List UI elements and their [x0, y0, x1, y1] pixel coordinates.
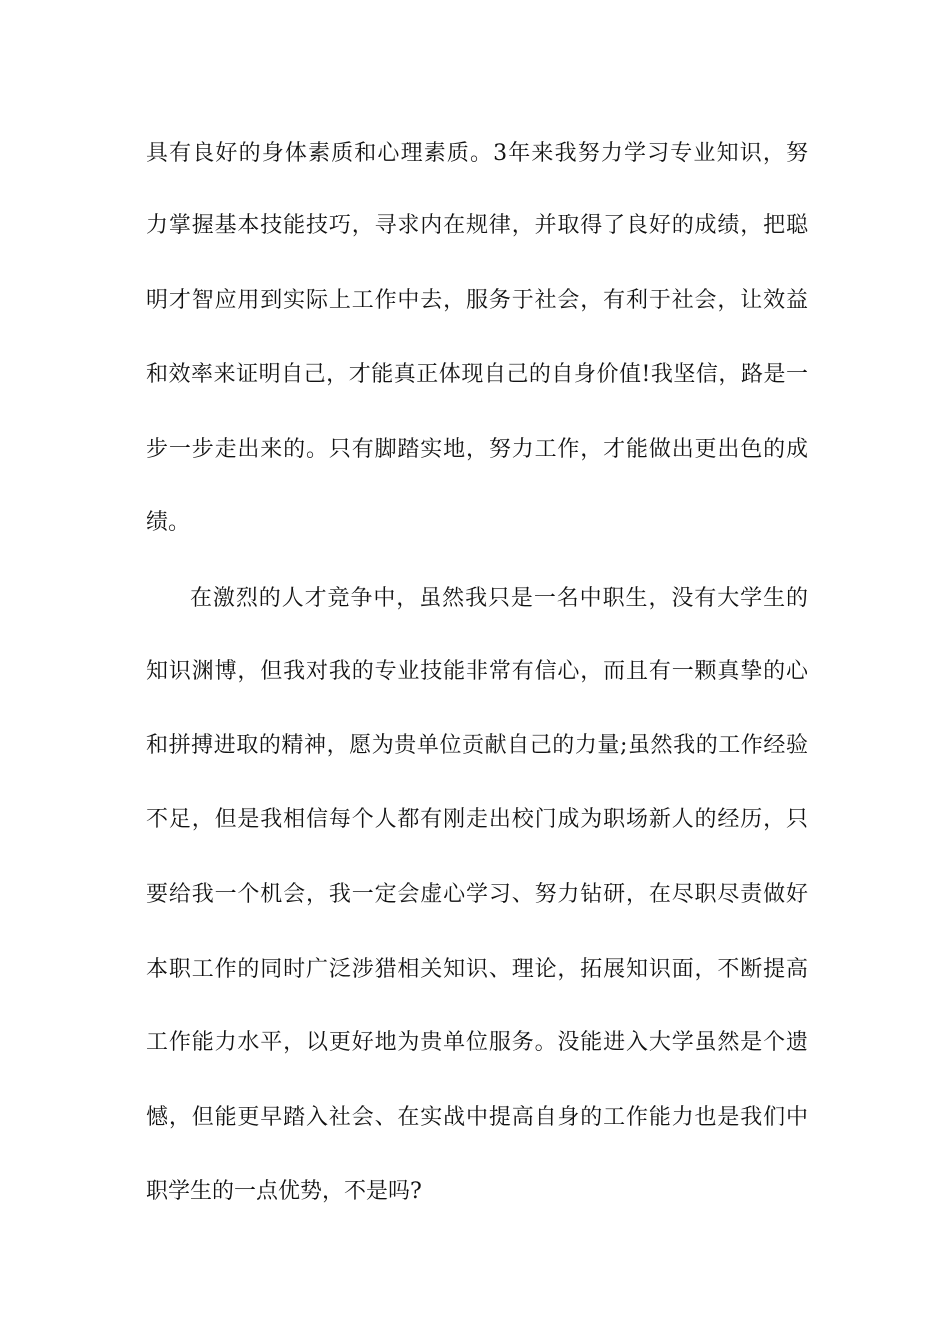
paragraph-1-line-5: 步一步走出来的。只有脚踏实地，努力工作，才能做出更出色的成 [146, 437, 808, 462]
paragraph-2-line-8: 憾，但能更早踏入社会、在实战中提高自身的工作能力也是我们中 [146, 1105, 808, 1130]
paragraph-1-line-3: 明才智应用到实际上工作中去，服务于社会，有利于社会，让效益 [146, 288, 808, 313]
paragraph-2-line-5: 要给我一个机会，我一定会虚心学习、努力钻研，在尽职尽责做好 [146, 882, 808, 907]
paragraph-2-line-9: 职学生的一点优势，不是吗? [146, 1179, 422, 1204]
paragraph-1-line-2: 力掌握基本技能技巧，寻求内在规律，并取得了良好的成绩，把聪 [146, 213, 808, 238]
paragraph-2-line-7: 工作能力水平，以更好地为贵单位服务。没能进入大学虽然是个遗 [146, 1030, 808, 1055]
paragraph-1-line-4: 和效率来证明自己，才能真正体现自己的自身价值!我坚信，路是一 [146, 362, 808, 387]
paragraph-2-line-6: 本职工作的同时广泛涉猎相关知识、理论，拓展知识面，不断提高 [146, 957, 808, 982]
paragraph-2-line-4: 不足，但是我相信每个人都有刚走出校门成为职场新人的经历，只 [146, 807, 808, 832]
paragraph-2-line-2: 知识渊博，但我对我的专业技能非常有信心，而且有一颗真挚的心 [146, 659, 808, 684]
paragraph-1-line-1: 具有良好的身体素质和心理素质。3年来我努力学习专业知识，努 [146, 141, 808, 166]
paragraph-1-line-6: 绩。 [146, 510, 191, 535]
paragraph-2-line-1: 在激烈的人才竞争中，虽然我只是一名中职生，没有大学生的 [190, 586, 808, 611]
paragraph-2-line-3: 和拼搏进取的精神，愿为贵单位贡献自己的力量;虽然我的工作经验 [146, 733, 808, 758]
